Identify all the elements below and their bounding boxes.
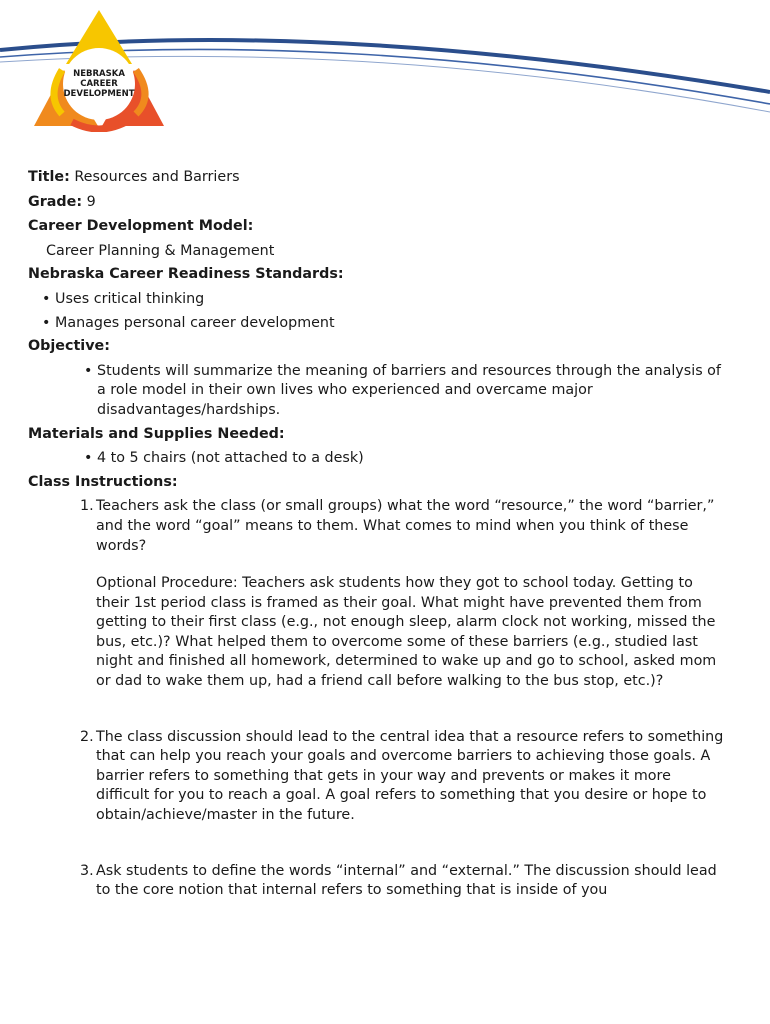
- instruction-step: 1. Teachers ask the class (or small groups) what the word “resource,” the word “barrier,” and the word “goal” means to them. What comes to mind when you think of these words?: [80, 498, 715, 554]
- materials-label: Materials and Supplies Needed:: [28, 425, 285, 442]
- bullet-icon: •: [84, 362, 93, 379]
- title-label: Title:: [28, 169, 70, 185]
- bullet-icon: •: [42, 314, 51, 331]
- logo-text-line-3: DEVELOPMENT: [63, 89, 135, 99]
- optional-procedure: Optional Procedure: Teachers ask students how they got to school today. Getting to their 1st period class is framed as their goal. What might have prevented them from getting to their first class (e.g., not enough sleep, alarm clock not working, missed the bus, etc.)? What helped them to overcome some of these barriers (e.g., studied last night and finished all homework, determined to wake up and go to school, asked mom or dad to wake them up, had a friend call before walking to the bus stop, etc.)?: [96, 575, 717, 690]
- model-value: Career Planning & Management: [46, 242, 275, 259]
- grade-label: Grade:: [28, 193, 83, 210]
- title-value: Resources and Barriers: [74, 169, 240, 185]
- lesson-content: [28, 168, 728, 901]
- title-row: [28, 168, 728, 188]
- instruction-step: 2. The class discussion should lead to the central idea that a resource refers to something that can help you reach your goals and overcome barriers to achieving those goals. A barrier refers to something that gets in your way and prevents or makes it more difficult for you to reach a goal. A goal refers to something that you desire or hope to obtain/achieve/master in the future.: [80, 728, 724, 824]
- instruction-step: 3. Ask students to define the words “internal” and “external.” The discussion should lead to the core notion that internal refers to something that is inside of you: [80, 862, 717, 899]
- objective-item: • Students will summarize the meaning of barriers and resources through the analysis of a role model in their own lives who experienced and overcame major disadvantages/hardships.: [28, 362, 728, 421]
- bullet-icon: •: [84, 450, 93, 467]
- grade-value: 9: [86, 193, 96, 210]
- materials-item: • 4 to 5 chairs (not attached to a desk): [28, 449, 728, 469]
- logo-text-line-2: CAREER: [80, 79, 118, 89]
- bullet-icon: •: [42, 290, 51, 307]
- standards-label: Nebraska Career Readiness Standards:: [28, 266, 344, 283]
- grade-row: [28, 193, 728, 213]
- instructions-label: Class Instructions:: [28, 473, 178, 490]
- nebraska-career-development-logo: [32, 6, 166, 132]
- standard-item: • Manages personal career development: [28, 314, 728, 334]
- model-label: Career Development Model:: [28, 218, 254, 235]
- objective-label: Objective:: [28, 338, 110, 355]
- standard-item: • Uses critical thinking: [28, 290, 728, 310]
- logo-text-line-1: NEBRASKA: [73, 69, 125, 79]
